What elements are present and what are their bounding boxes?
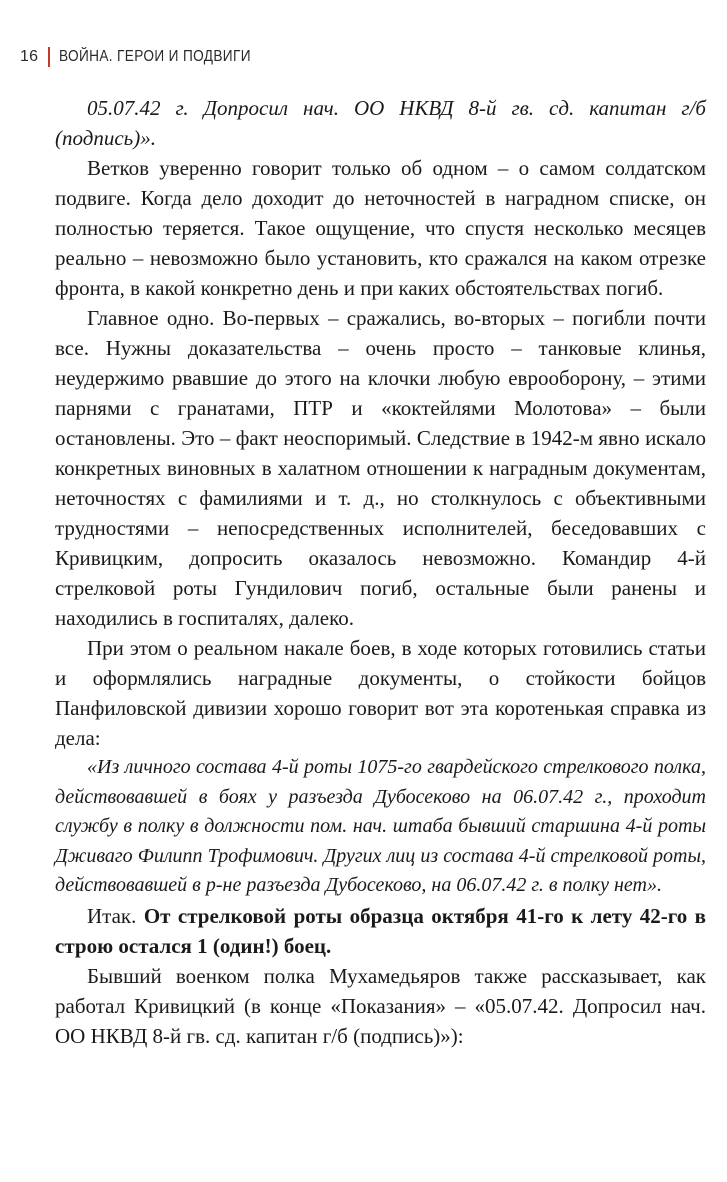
paragraph-conclusion	[55, 901, 706, 961]
page-number: 16	[20, 48, 39, 65]
paragraph-vetkov: Ветков уверенно говорит только об одном – о самом солдатском подвиге. Когда дело доходит до неточностей в наградном списке, он полностью теряется. Такое ощущение, что спустя несколько месяцев реально – невозможно было установить, кто сражался на каком отрезке фронта, в какой конкретно день и при каких обстоятельствах погиб.	[55, 156, 706, 300]
page-body	[55, 93, 706, 1051]
running-header	[20, 44, 277, 70]
paragraph-mukhamedyarov: Бывший военком полка Мухамедьяров также рассказывает, как работал Кривицкий (в конце «Показания» – «05.07.42. Допросил нач. ОО НКВД 8-й гв. сд. капитан г/б (подпись)»):	[55, 963, 706, 1048]
paragraph-context: При этом о реальном накале боев, в ходе которых готовились статьи и оформлялись наградные документы, о стойкости бойцов Панфиловской дивизии хорошо говорит вот эта коротенькая справка из дела:	[55, 636, 706, 750]
paragraph-main: Главное одно. Во-первых – сражались, во-вторых – погибли почти все. Нужны доказательства – очень просто – танковые клинья, неудержимо рвавшие до этого на клочки любую еврооборону, – этими парнями с гранатами, ПТР и «коктейлями Молотова» – были остановлены. Это – факт неоспоримый. Следствие в 1942-м явно искало конкретных виновных в халатном отношении к наградным документам, неточностях с фамилиями и т. д., но столкнулось с объективными трудностями – непосредственных исполнителей, беседовавших с Кривицким, допросить оказалось невозможно. Командир 4-й стрелковой роты Гундилович погиб, остальные были ранены и находились в госпиталях, далеко.	[55, 306, 706, 630]
header-separator	[48, 47, 50, 67]
conclusion-lead: Итак.	[87, 903, 137, 928]
conclusion-bold: От стрелковой роты образца октября 41-го к лету 42-го в строю остался 1 (один!) боец.	[55, 903, 707, 958]
archive-quote: «Из личного состава 4-й роты 1075-го гвардейского стрелкового полка, действовавшей в боях у разъезда Дубосеково на 06.07.42 г., проходит службу в полку в должности пом. нач. штаба бывший старшина 4-й роты Дживаго Филипп Трофимович. Других лиц из состава 4-й стрелковой роты, действовавшей в р-не разъезда Дубосеково, на 06.07.42 г. в полку нет».	[55, 756, 706, 896]
paragraph-quote-ending: 05.07.42 г. Допросил нач. ОО НКВД 8-й гв. сд. капитан г/б (подпись)».	[55, 96, 706, 150]
running-title: ВОЙНА. ГЕРОИ И ПОДВИГИ	[58, 48, 251, 65]
